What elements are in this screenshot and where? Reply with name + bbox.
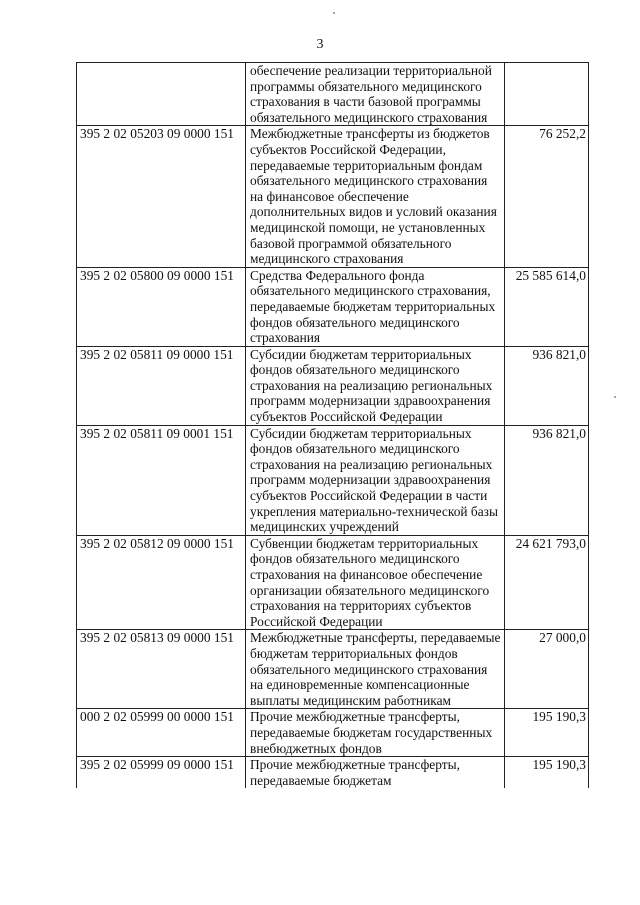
description-cell: Средства Федерального фонда обязательного медицинского страхования, передаваемые бюджетам территориальных фондов обязательного медицинского страхования — [246, 267, 505, 346]
budget-code-cell: 395 2 02 05812 09 0000 151 — [77, 535, 246, 630]
description-cell: Субсидии бюджетам территориальных фондов обязательного медицинского страхования на реализацию региональных программ модернизации здравоохранения субъектов Российской Федерации — [246, 346, 505, 425]
amount-cell: 27 000,0 — [505, 630, 589, 709]
budget-code-cell: 395 2 02 05813 09 0000 151 — [77, 630, 246, 709]
description-cell: Прочие межбюджетные трансферты, передаваемые бюджетам — [246, 757, 505, 789]
scan-speck — [333, 12, 335, 14]
budget-code-cell: 395 2 02 05800 09 0000 151 — [77, 267, 246, 346]
description-cell: Межбюджетные трансферты из бюджетов субъектов Российской Федерации, передаваемые территориальным фондам обязательного медицинского страхования на финансовое обеспечение дополнительных видов и условий оказания медицинской помощи, не установленных базовой программой обязательного медицинского страхования — [246, 126, 505, 267]
table-row — [77, 346, 589, 425]
table-row — [77, 425, 589, 535]
scan-speck — [614, 396, 616, 398]
amount-cell: 936 821,0 — [505, 346, 589, 425]
page-number: 3 — [316, 37, 324, 52]
table-row — [77, 535, 589, 630]
amount-cell: 936 821,0 — [505, 425, 589, 535]
table-row — [77, 757, 589, 789]
description-cell: обеспечение реализации территориальной программы обязательного медицинского страхования в части базовой программы обязательного медицинского страхования — [246, 63, 505, 126]
table-row — [77, 709, 589, 757]
amount-cell: 25 585 614,0 — [505, 267, 589, 346]
amount-cell — [505, 63, 589, 126]
table-row — [77, 267, 589, 346]
description-cell: Межбюджетные трансферты, передаваемые бюджетам территориальных фондов обязательного медицинского страхования на единовременные компенсационные выплаты медицинским работникам — [246, 630, 505, 709]
budget-code-cell — [77, 63, 246, 126]
table-row — [77, 630, 589, 709]
budget-code-cell: 000 2 02 05999 00 0000 151 — [77, 709, 246, 757]
budget-code-cell: 395 2 02 05811 09 0001 151 — [77, 425, 246, 535]
description-cell: Субсидии бюджетам территориальных фондов обязательного медицинского страхования на реализацию региональных программ модернизации здравоохранения субъектов Российской Федерации в части укрепления материально-технической базы медицинских учреждений — [246, 425, 505, 535]
description-cell: Прочие межбюджетные трансферты, передаваемые бюджетам государственных внебюджетных фондов — [246, 709, 505, 757]
budget-revenue-table — [76, 62, 589, 788]
budget-code-cell: 395 2 02 05203 09 0000 151 — [77, 126, 246, 267]
amount-cell: 76 252,2 — [505, 126, 589, 267]
description-cell: Субвенции бюджетам территориальных фондов обязательного медицинского страхования на финансовое обеспечение организации обязательного медицинского страхования на территориях субъектов Российской Федерации — [246, 535, 505, 630]
amount-cell: 195 190,3 — [505, 709, 589, 757]
budget-code-cell: 395 2 02 05999 09 0000 151 — [77, 757, 246, 789]
table-row — [77, 63, 589, 126]
table-row — [77, 126, 589, 267]
budget-code-cell: 395 2 02 05811 09 0000 151 — [77, 346, 246, 425]
amount-cell: 24 621 793,0 — [505, 535, 589, 630]
amount-cell: 195 190,3 — [505, 757, 589, 789]
